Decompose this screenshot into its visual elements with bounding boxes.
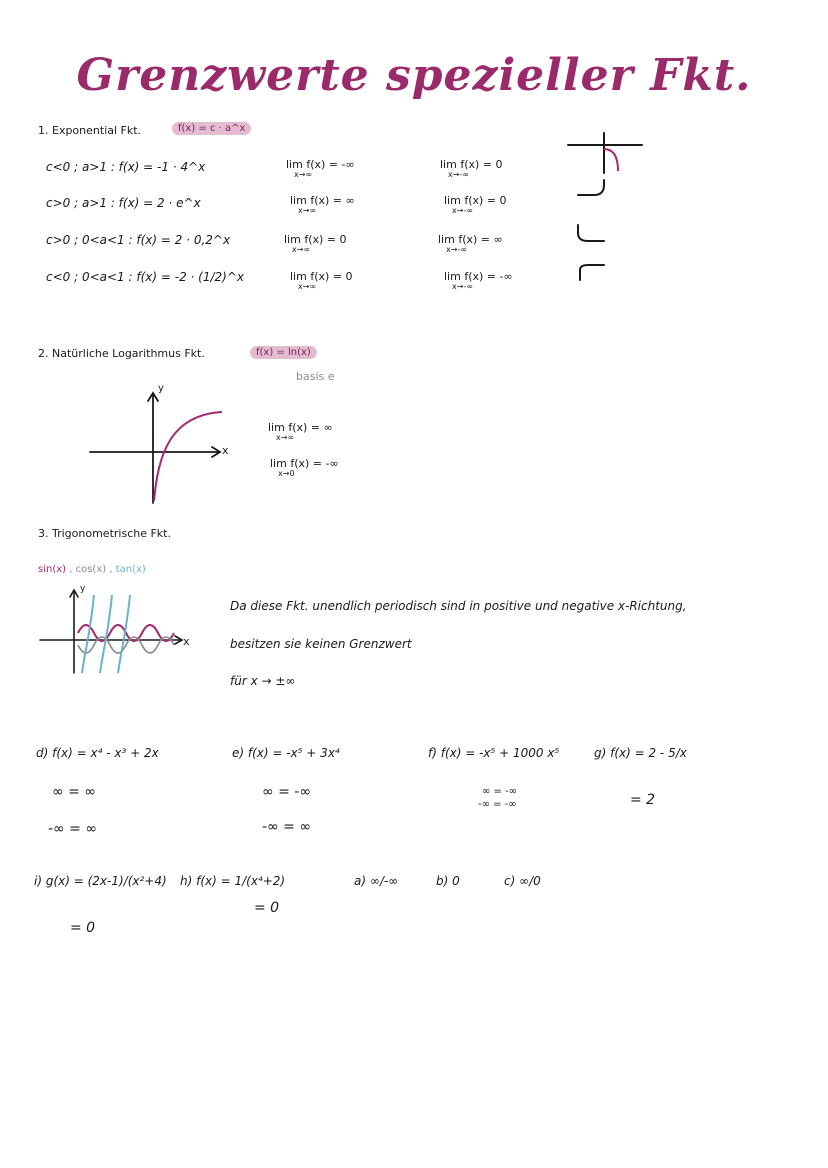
exercise-e-result2: -∞ = ∞ [262,819,312,835]
exp-sketch3-curve [578,225,604,241]
trig-tan-curve [82,595,130,673]
exp-row1-condition: c<0 ; a>1 : f(x) = -1 · 4^x [46,160,206,174]
trig-x-label: x [183,635,190,648]
ln-y-label: y [158,383,164,394]
trig-explanation-2: besitzen sie keinen Grenzwert [230,637,412,651]
exercise-h-label: h) f(x) = 1/(x⁴+2) [180,874,286,888]
exp-row1-lim-pos: lim f(x) = -∞ x→∞ [286,158,355,179]
exp-sketch2-curve [578,180,604,195]
exercise-f-label: f) f(x) = -x⁵ + 1000 x⁵ [428,746,560,760]
section2-heading: 2. Natürliche Logarithmus Fkt. [38,347,205,360]
section3-heading: 3. Trigonometrische Fkt. [38,527,171,540]
exercise-d-label: d) f(x) = x⁴ - x³ + 2x [36,746,159,760]
exercise-f-result2: -∞ = -∞ [478,799,517,810]
ln-lim-pos: lim f(x) = ∞ x→∞ [268,421,333,442]
section2-note: basis e [296,370,335,383]
exercise-e-label: e) f(x) = -x⁵ + 3x⁴ [232,746,340,760]
exercise-g-label: g) f(x) = 2 - 5/x [594,746,687,760]
page-title: Grenzwerte spezieller Fkt. [76,50,752,101]
trig-graph [36,585,196,680]
exercise-i-result: = 0 [70,920,96,936]
exp-row2-condition: c>0 ; a>1 : f(x) = 2 · e^x [46,196,201,210]
exercise-c-result: c) ∞/0 [504,874,541,888]
section1-formula: f(x) = c · a^x [172,122,251,135]
exp-row2-lim-neg: lim f(x) = 0 x→-∞ [444,194,507,215]
exercise-b-result: b) 0 [436,874,460,888]
exp-sketch4-curve [580,265,604,280]
exp-sketch1-curve [604,149,618,171]
exp-row3-lim-pos: lim f(x) = 0 x→∞ [284,233,347,254]
ln-x-label: x [222,444,229,457]
exercise-d-result1: ∞ = ∞ [52,784,96,800]
exp-row3-condition: c>0 ; 0<a<1 : f(x) = 2 · 0,2^x [46,233,231,247]
exercise-e-result1: ∞ = -∞ [262,784,312,800]
trig-sin-label: sin(x) [38,564,67,575]
trig-functions: sin(x) , cos(x) , tan(x) [38,564,146,575]
exercise-a-result: a) ∞/-∞ [354,874,399,888]
section2-formula: f(x) = ln(x) [250,346,317,359]
exp-sketches [560,125,650,285]
exp-row4-condition: c<0 ; 0<a<1 : f(x) = -2 · (1/2)^x [46,270,244,284]
exp-row4-lim-neg: lim f(x) = -∞ x→-∞ [444,270,513,291]
trig-tan-label: tan(x) [115,564,146,575]
exercise-d-result2: -∞ = ∞ [48,821,98,837]
exercise-i-label: i) g(x) = (2x-1)/(x²+4) [34,874,167,888]
trig-cos-label: cos(x) [75,564,107,575]
exercise-f-result1: ∞ = -∞ [482,786,518,797]
trig-y-label: y [80,584,86,594]
trig-explanation-3: für x → ±∞ [230,674,296,688]
trig-explanation-1: Da diese Fkt. unendlich periodisch sind in positive und negative x-Richtung, [230,599,687,613]
exercise-h-result: = 0 [254,900,280,916]
section1-heading: 1. Exponential Fkt. [38,124,142,137]
exp-row4-lim-pos: lim f(x) = 0 x→∞ [290,270,353,291]
exercise-g-result: = 2 [630,792,656,808]
exp-row2-lim-pos: lim f(x) = ∞ x→∞ [290,194,355,215]
exp-row3-lim-neg: lim f(x) = ∞ x→-∞ [438,233,503,254]
ln-lim-zero: lim f(x) = -∞ x→0 [270,457,339,478]
exp-row1-lim-neg: lim f(x) = 0 x→-∞ [440,158,503,179]
